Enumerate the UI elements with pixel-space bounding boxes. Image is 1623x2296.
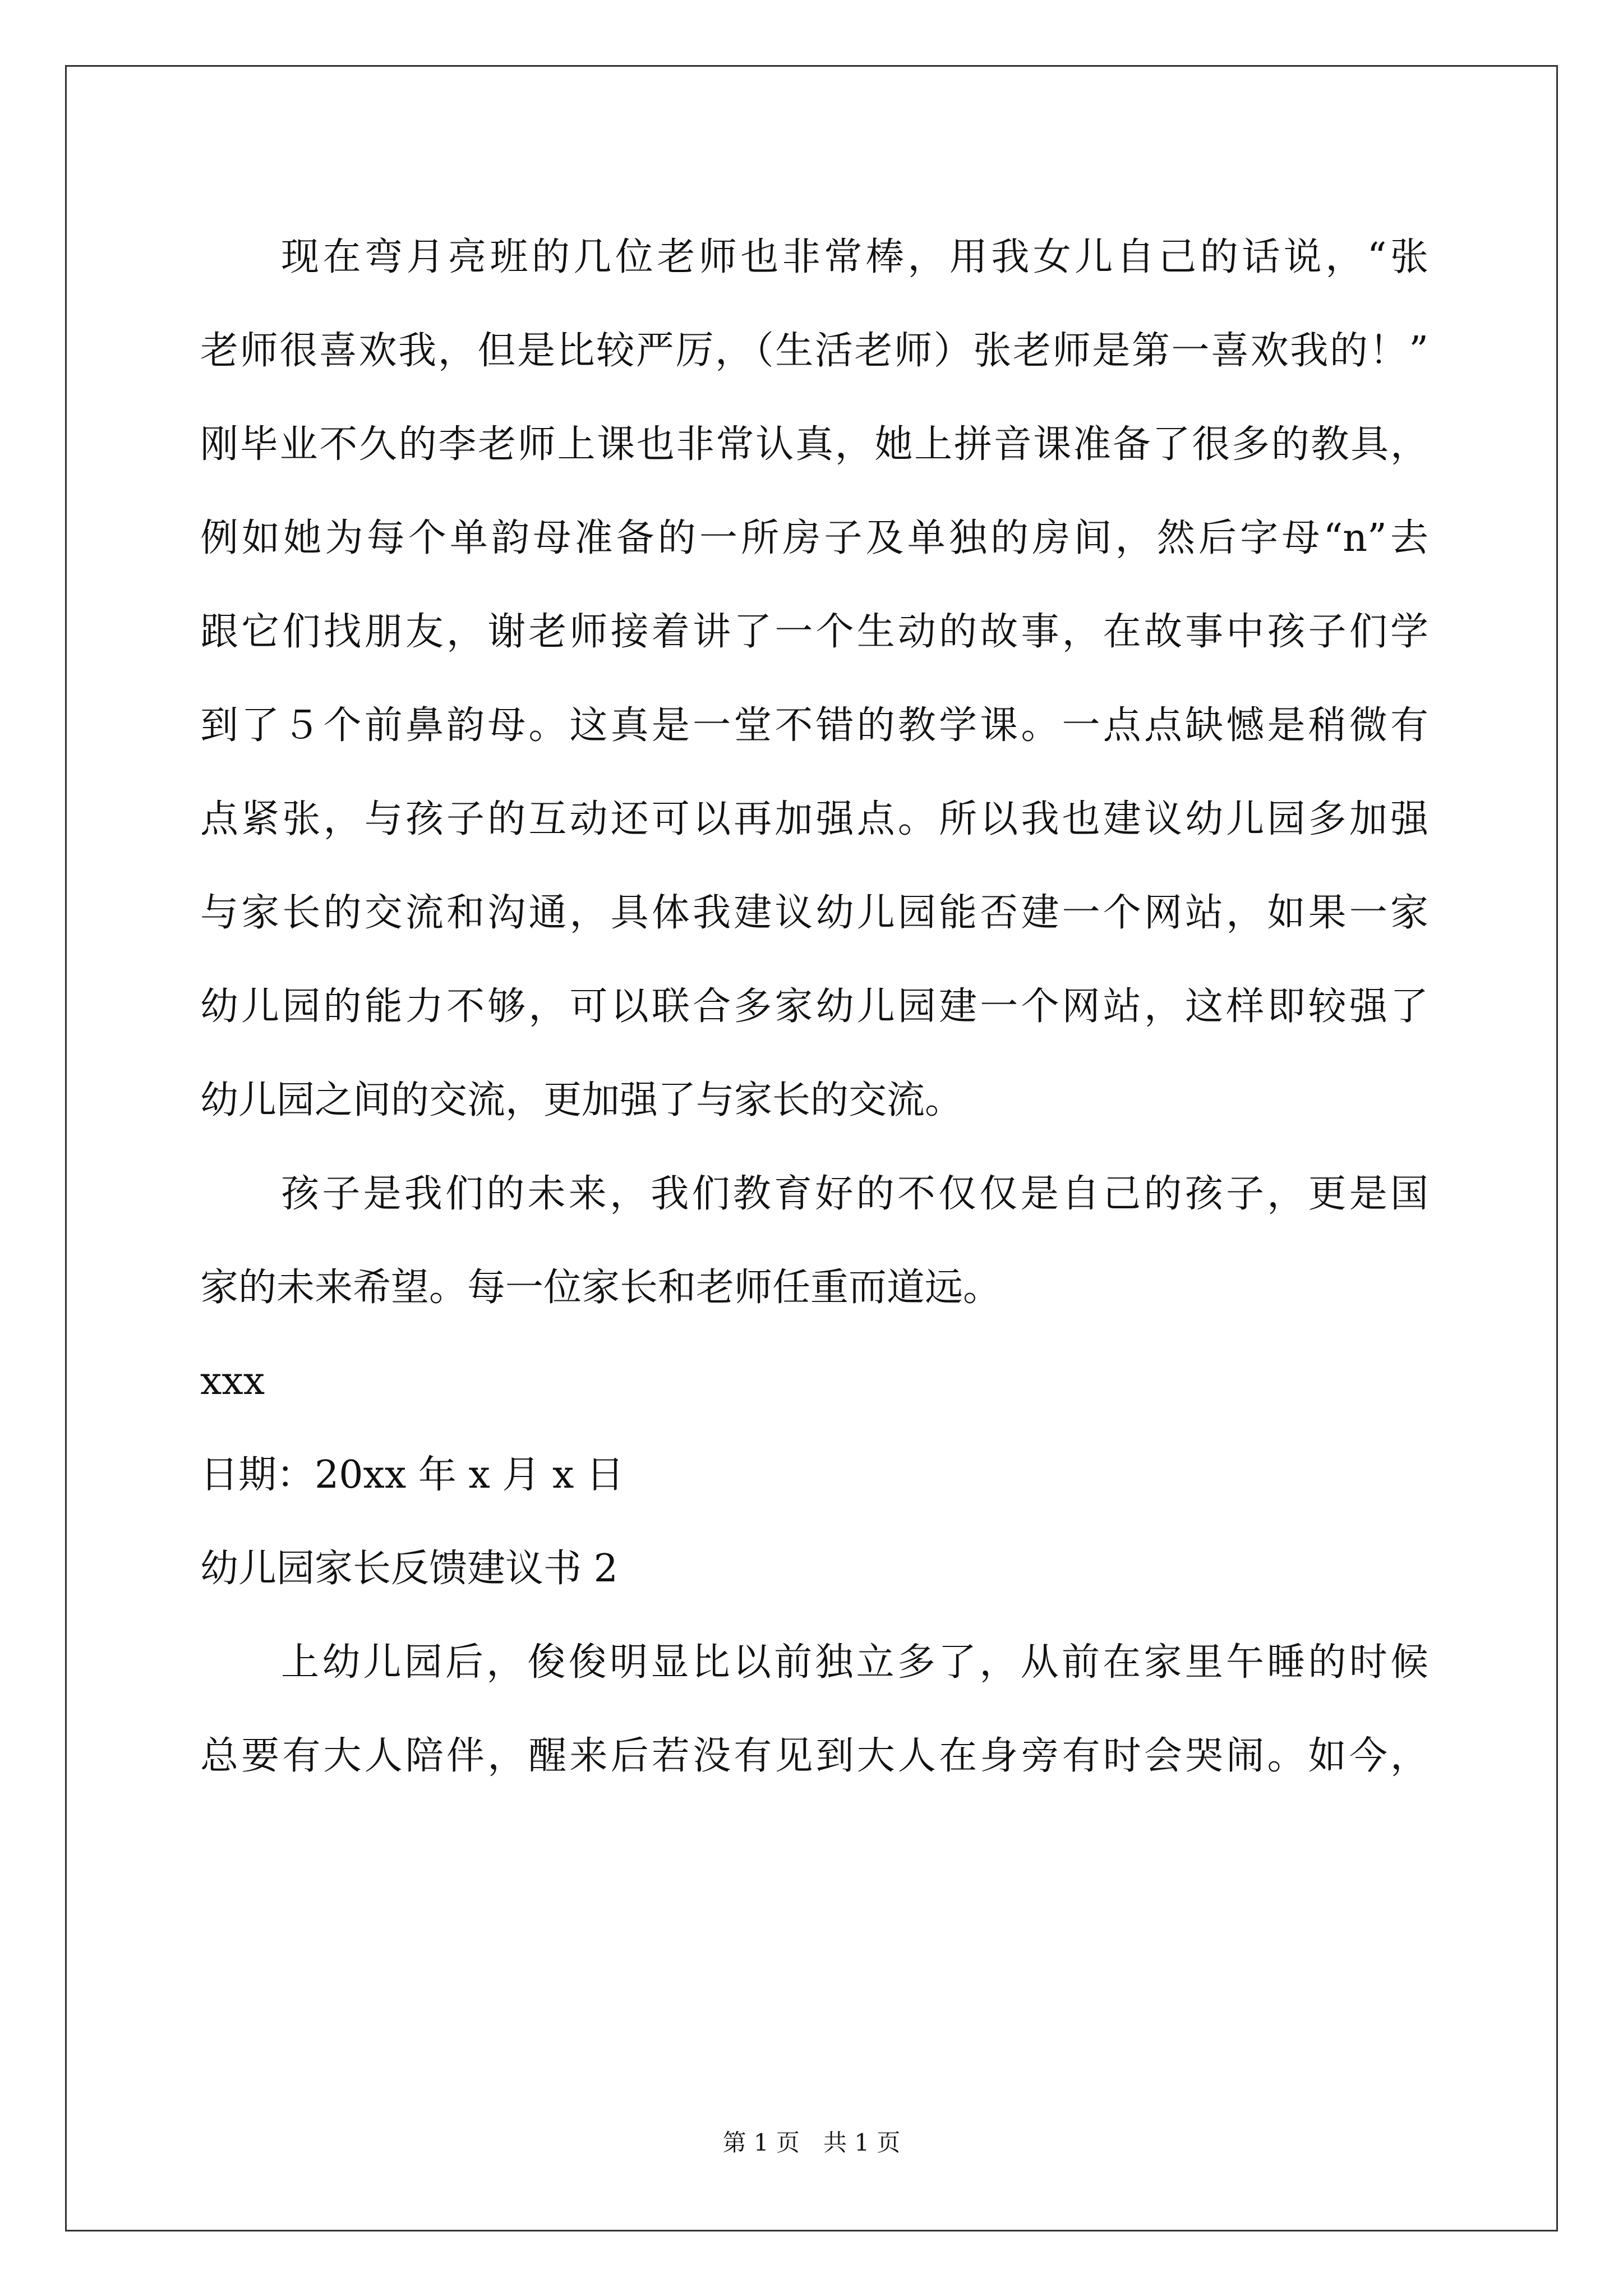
document-body — [200, 210, 1428, 1803]
text-line: 例如她为每个单韵母准备的一所房子及单独的房间，然后字母“n”去 — [200, 516, 1428, 560]
text-line: 跟它们找朋友，谢老师接着讲了一个生动的故事，在故事中孩子们学 — [200, 610, 1428, 654]
text-line: 幼儿园的能力不够，可以联合多家幼儿园建一个网站，这样即较强了 — [200, 984, 1428, 1029]
text-line: 孩子是我们的未来，我们教育好的不仅仅是自己的孩子，更是国 — [281, 1172, 1428, 1216]
text-line: 总要有大人陪伴，醒来后若没有见到大人在身旁有时会哭闹。如今， — [200, 1734, 1428, 1778]
text-line: 与家长的交流和沟通，具体我建议幼儿园能否建一个网站，如果一家 — [200, 891, 1428, 935]
text-line: 老师很喜欢我，但是比较严厉，（生活老师）张老师是第一喜欢我的！” — [200, 329, 1428, 373]
text-line: 刚毕业不久的李老师上课也非常认真，她上拼音课准备了很多的教具， — [200, 422, 1428, 467]
text-line: 点紧张，与孩子的互动还可以再加强点。所以我也建议幼儿园多加强 — [200, 797, 1428, 841]
signature-line: xxx — [200, 1359, 265, 1404]
text-line: 幼儿园之间的交流，更加强了与家长的交流。 — [200, 1078, 963, 1122]
section-title: 幼儿园家长反馈建议书 2 — [200, 1547, 618, 1591]
text-line: 家的未来希望。每一位家长和老师任重而道远。 — [200, 1266, 1002, 1310]
text-line: 上幼儿园后，俊俊明显比以前独立多了，从前在家里午睡的时候 — [281, 1640, 1428, 1685]
text-line: 现在弯月亮班的几位老师也非常棒，用我女儿自己的话说，“张 — [281, 235, 1428, 279]
page-number-footer: 第 1 页 共 1 页 — [722, 2129, 901, 2156]
text-line: 到了５个前鼻韵母。这真是一堂不错的教学课。一点点缺憾是稍微有 — [200, 703, 1428, 748]
date-line: 日期：20xx 年 x 月 x 日 — [200, 1453, 625, 1497]
